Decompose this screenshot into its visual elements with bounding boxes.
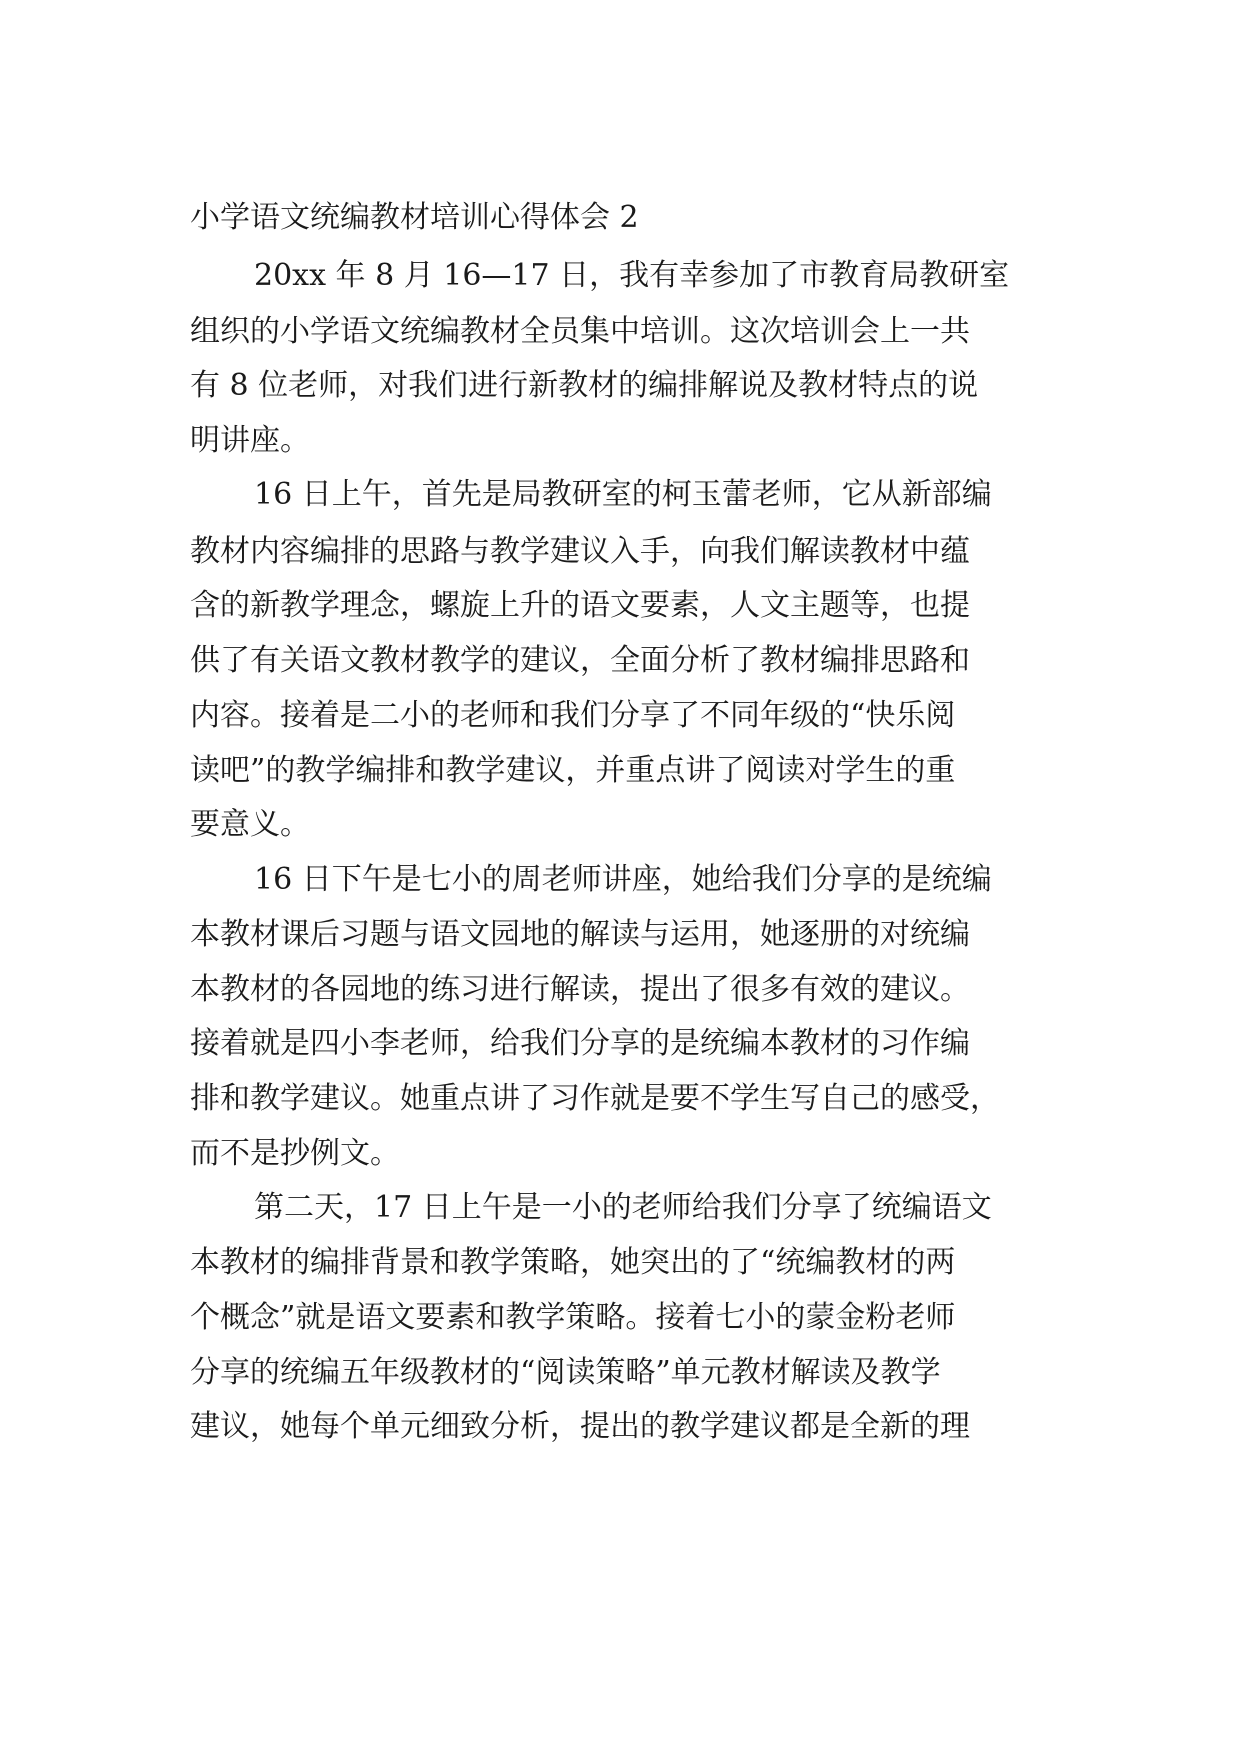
paragraph-4-line-5: 建议，她每个单元细致分析，提出的教学建议都是全新的理 <box>190 1409 970 1444</box>
paragraph-4-line-2: 本教材的编排背景和教学策略，她突出的了“统编教材的两 <box>190 1245 956 1280</box>
paragraph-3-line-2: 本教材课后习题与语文园地的解读与运用，她逐册的对统编 <box>190 917 970 952</box>
paragraph-4-line-4: 分享的统编五年级教材的“阅读策略”单元教材解读及教学 <box>190 1355 941 1390</box>
paragraph-3-line-6: 而不是抄例文。 <box>190 1136 400 1171</box>
paragraph-2-line-1: 16 日上午，首先是局教研室的柯玉蕾老师，它从新部编 <box>254 477 992 512</box>
paragraph-2-line-4: 供了有关语文教材教学的建议，全面分析了教材编排思路和 <box>190 643 970 678</box>
paragraph-4-line-3: 个概念”就是语文要素和教学策略。接着七小的蒙金粉老师 <box>190 1300 956 1335</box>
paragraph-3-line-3: 本教材的各园地的练习进行解读，提出了很多有效的建议。 <box>190 972 970 1007</box>
document-title: 小学语文统编教材培训心得体会 2 <box>190 200 639 235</box>
paragraph-2-line-5: 内容。接着是二小的老师和我们分享了不同年级的“快乐阅 <box>190 698 956 733</box>
paragraph-1-line-2: 组织的小学语文统编教材全员集中培训。这次培训会上一共 <box>190 314 970 349</box>
paragraph-1-line-3: 有 8 位老师，对我们进行新教材的编排解说及教材特点的说 <box>190 368 979 403</box>
paragraph-2-line-2: 教材内容编排的思路与教学建议入手，向我们解读教材中蕴 <box>190 534 970 569</box>
paragraph-3-line-4: 接着就是四小李老师，给我们分享的是统编本教材的习作编 <box>190 1026 970 1061</box>
paragraph-4-line-1: 第二天，17 日上午是一小的老师给我们分享了统编语文 <box>254 1190 992 1225</box>
paragraph-2-line-7: 要意义。 <box>190 807 310 842</box>
paragraph-1-line-4: 明讲座。 <box>190 423 310 458</box>
paragraph-2-line-6: 读吧”的教学编排和教学建议，并重点讲了阅读对学生的重 <box>190 753 956 788</box>
paragraph-1-line-1: 20xx 年 8 月 16—17 日，我有幸参加了市教育局教研室 <box>254 258 1010 293</box>
paragraph-3-line-1: 16 日下午是七小的周老师讲座，她给我们分享的是统编 <box>254 862 992 897</box>
paragraph-2-line-3: 含的新教学理念，螺旋上升的语文要素，人文主题等，也提 <box>190 588 970 623</box>
paragraph-3-line-5: 排和教学建议。她重点讲了习作就是要不学生写自己的感受， <box>190 1081 1000 1116</box>
